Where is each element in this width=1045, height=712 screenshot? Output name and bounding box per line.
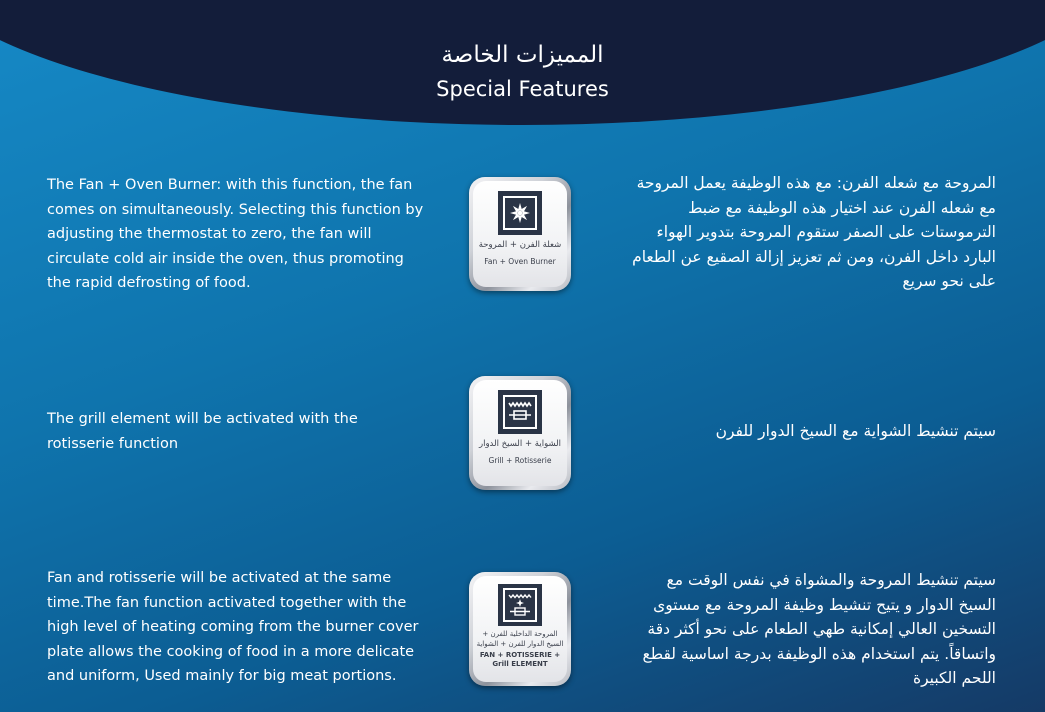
feature-2-badge-label-ar: الشواية + السيخ الدوار bbox=[478, 439, 561, 449]
fan-rotisserie-grill-icon bbox=[498, 584, 542, 626]
feature-1-description-en: The Fan + Oven Burner: with this function, the fan comes on simultaneously. Selecting this function by adjusting the thermostat to zero, the fan will circulate cold air inside the oven, thus promoting the rapid defrosting of food. bbox=[47, 177, 424, 292]
feature-3-description-ar: سيتم تنشيط المروحة والمشواة في نفس الوقت مع السيخ الدوار و يتيح تنشيط وظيفة المروحة مع مستوى التسخين العالي إمكانية طهي الطعام على نحو أكثر دقة واتساقاً. يتم استخدام هذه الوظيفة بدرجة اساسية لقطع اللحم الكبيرة bbox=[642, 571, 996, 688]
feature-2-description-en: The grill element will be activated with the rotisserie function bbox=[47, 411, 358, 452]
page-title-english: Special Features bbox=[436, 77, 609, 101]
feature-2-badge bbox=[469, 376, 571, 490]
feature-2-badge-label-en: Grill + Rotisserie bbox=[488, 456, 552, 465]
feature-3-description-en: Fan and rotisserie will be activated at the same time.The fan function activated together with the high level of heating coming from the burner cover plate allows the cooking of food in a more delicate and uniform, Used mainly for big meat portions. bbox=[47, 570, 419, 685]
feature-3-badge-label-en: FAN + ROTISSERIE + Grill ELEMENT bbox=[479, 651, 561, 668]
grill-rotisserie-icon bbox=[498, 390, 542, 434]
feature-1-badge-label-ar: شعلة الفرن + المروحة bbox=[478, 240, 562, 250]
feature-1-description-ar: المروحة مع شعله الفرن: مع هذه الوظيفة يعمل المروحة مع شعله الفرن عند اختيار هذه الوظيفة مع ضبط الترموستات على الصفر ستقوم المروحة بتدوير الهواء البارد داخل الفرن، ومن ثم تعزيز إزالة الصقيع عن الطعام على نحو سريع bbox=[632, 174, 996, 291]
page-title-arabic: المميزات الخاصة bbox=[441, 42, 604, 68]
feature-1-badge-label-en: Fan + Oven Burner bbox=[484, 257, 556, 266]
page-header bbox=[0, 38, 1045, 106]
feature-2-description-ar: سيتم تنشيط الشواية مع السيخ الدوار للفرن bbox=[715, 422, 996, 440]
feature-3-badge bbox=[469, 572, 571, 686]
feature-3-badge-label-ar: المروحة الداخلية للفرن + السيخ الدوار للفرن + الشواية bbox=[476, 630, 564, 648]
feature-1-badge bbox=[469, 177, 571, 291]
fan-icon bbox=[498, 191, 542, 235]
